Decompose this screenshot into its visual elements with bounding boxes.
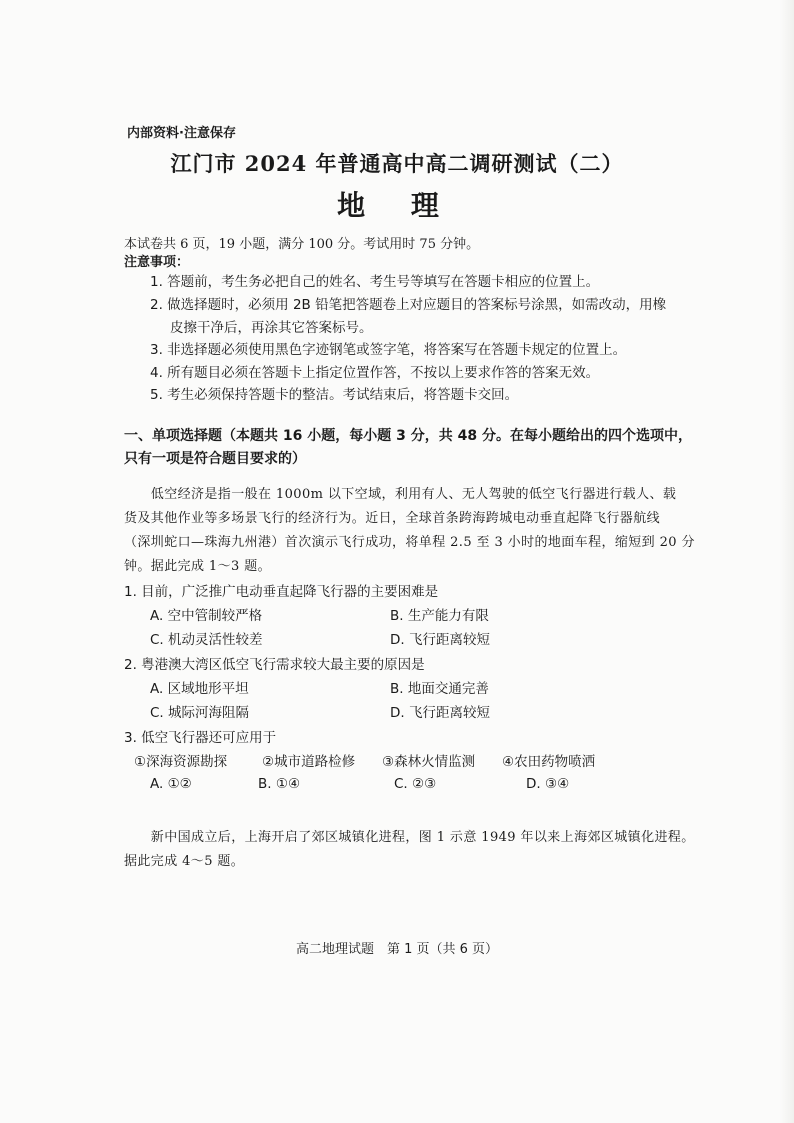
question-3-item: ④农田药物喷洒 bbox=[502, 754, 596, 770]
section-heading: 一、单项选择题（本题共 16 小题，每小题 3 分，共 48 分。在每小题给出的四个选项中， bbox=[124, 428, 692, 444]
passage-line: （深圳蛇口—珠海九州港）首次演示飞行成功，将单程 2.5 至 3 小时的地面车程，缩短到 20 分 bbox=[124, 535, 695, 550]
question-3-item: ③森林火情监测 bbox=[382, 754, 476, 770]
question-3-option-d: D. ③④ bbox=[526, 776, 570, 792]
note-item: 4. 所有题目必须在答题卡上指定位置作答，不按以上要求作答的答案无效。 bbox=[150, 365, 600, 381]
question-1-stem: 1. 目前，广泛推广电动垂直起降飞行器的主要困难是 bbox=[124, 584, 439, 600]
question-3-option-a: A. ①② bbox=[150, 776, 192, 792]
question-1-option-b: B. 生产能力有限 bbox=[390, 608, 489, 624]
passage-2-line: 据此完成 4～5 题。 bbox=[124, 854, 245, 869]
notes-title: 注意事项： bbox=[124, 255, 190, 270]
note-item: 1. 答题前，考生务必把自己的姓名、考生号等填写在答题卡相应的位置上。 bbox=[150, 274, 600, 290]
question-1-option-c: C. 机动灵活性较差 bbox=[150, 632, 263, 648]
passage-line: 钟。据此完成 1～3 题。 bbox=[124, 559, 272, 574]
note-item: 3. 非选择题必须使用黑色字迹钢笔或签字笔，将答案写在答题卡规定的位置上。 bbox=[150, 342, 627, 358]
note-item: 5. 考生必须保持答题卡的整洁。考试结束后，将答题卡交回。 bbox=[150, 387, 519, 403]
exam-intro: 本试卷共 6 页，19 小题，满分 100 分。考试用时 75 分钟。 bbox=[124, 237, 480, 252]
page-footer: 高二地理试题 第 1 页（共 6 页） bbox=[295, 942, 499, 957]
question-3-option-c: C. ②③ bbox=[394, 776, 437, 792]
passage-line: 货及其他作业等多场景飞行的经济行为。近日，全球首条跨海跨城电动垂直起降飞行器航线 bbox=[124, 511, 661, 526]
question-2-option-a: A. 区域地形平坦 bbox=[150, 681, 249, 697]
question-1-option-d: D. 飞行距离较短 bbox=[390, 632, 490, 648]
question-3-option-b: B. ①④ bbox=[258, 776, 301, 792]
subject-title: 地 理 bbox=[337, 189, 457, 222]
question-3-item: ①深海资源勘探 bbox=[134, 754, 228, 770]
question-3-stem: 3. 低空飞行器还可应用于 bbox=[124, 730, 277, 746]
question-2-option-c: C. 城际河海阻隔 bbox=[150, 705, 250, 721]
exam-title: 江门市 2024 年普通高中高二调研测试（二） bbox=[170, 151, 624, 176]
section-heading-continued: 只有一项是符合题目要求的） bbox=[124, 451, 306, 467]
passage-2-line: 新中国成立后，上海开启了郊区城镇化进程，图 1 示意 1949 年以来上海郊区城镇化进程。 bbox=[124, 830, 695, 845]
question-2-option-b: B. 地面交通完善 bbox=[390, 681, 489, 697]
note-item-continued: 皮擦干净后，再涂其它答案标号。 bbox=[170, 320, 373, 336]
question-3-item: ②城市道路检修 bbox=[262, 754, 356, 770]
question-1-option-a: A. 空中管制较严格 bbox=[150, 608, 263, 624]
note-item: 2. 做选择题时，必须用 2B 铅笔把答题卷上对应题目的答案标号涂黑，如需改动，用橡 bbox=[150, 297, 667, 313]
question-2-stem: 2. 粤港澳大湾区低空飞行需求较大最主要的原因是 bbox=[124, 657, 425, 673]
passage-line: 低空经济是指一般在 1000m 以下空域，利用有人、无人驾驶的低空飞行器进行载人、载 bbox=[124, 487, 677, 502]
question-2-option-d: D. 飞行距离较短 bbox=[390, 705, 490, 721]
confidential-label: 内部资料·注意保存 bbox=[127, 126, 236, 141]
